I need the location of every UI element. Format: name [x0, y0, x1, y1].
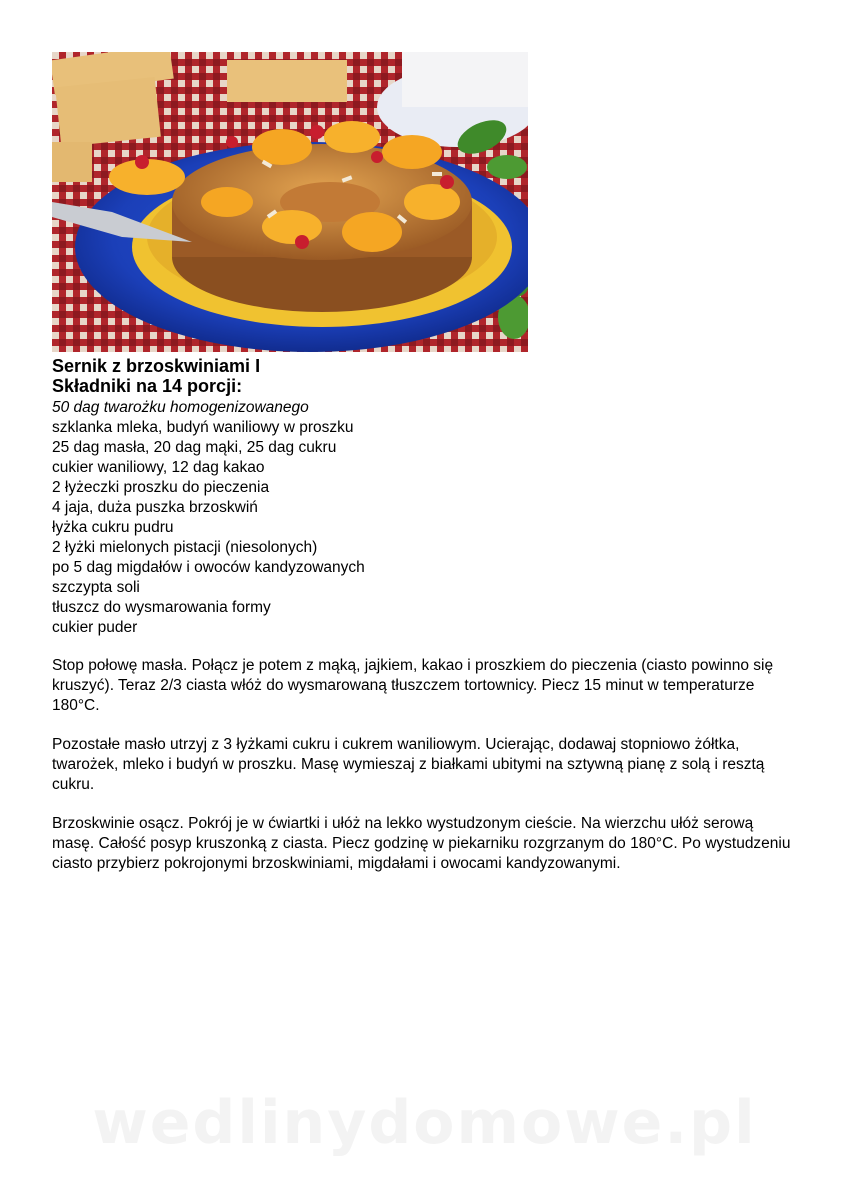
step-paragraph: Stop połowę masła. Połącz je potem z mąką, jajkiem, kakao i proszkiem do pieczenia (ciasto powinno się kruszyć). Teraz 2/3 ciasta włóż do wysmarowaną tłuszczem tortownicy. Piecz 15 minut w temperaturze 180°C. [52, 657, 774, 714]
ingredients-heading: Składniki na 14 porcji: [52, 376, 243, 396]
cake-photo [52, 52, 528, 352]
ingredients-list [52, 398, 792, 638]
ingredient-item: szklanka mleka, budyń waniliowy w proszku [52, 419, 354, 436]
ingredient-item: cukier waniliowy, 12 dag kakao [52, 459, 265, 476]
recipe-title: Sernik z brzoskwiniami I [52, 356, 261, 376]
step-paragraph: Brzoskwinie osącz. Pokrój je w ćwiartki i ułóż na lekko wystudzonym cieście. Na wierzchu ułóż serową masę. Całość posyp kruszonką z ciasta. Piecz godzinę w piekarniku rozgrzanym do 180°C. Po wystudzeniu ciasto przybierz pokrojonymi brzoskwiniami, migdałami i owocami kandyzowanymi. [52, 815, 791, 872]
ingredient-item: 2 łyżki mielonych pistacji (niesolonych) [52, 539, 318, 556]
ingredient-item: 2 łyżeczki proszku do pieczenia [52, 479, 270, 496]
ingredient-item: 50 dag twarożku homogenizowanego [52, 399, 309, 416]
ingredient-item: łyżka cukru pudru [52, 519, 174, 536]
ingredient-item: cukier puder [52, 619, 138, 636]
ingredient-item: po 5 dag migdałów i owoców kandyzowanych [52, 559, 365, 576]
ingredient-item: 4 jaja, duża puszka brzoskwiń [52, 499, 258, 516]
ingredient-item: 25 dag masła, 20 dag mąki, 25 dag cukru [52, 439, 337, 456]
ingredient-item: szczypta soli [52, 579, 140, 596]
recipe-text [52, 356, 792, 893]
watermark: wedlinydomowe.pl [92, 1088, 757, 1158]
preparation-steps [52, 656, 792, 874]
ingredient-item: tłuszcz do wysmarowania formy [52, 599, 271, 616]
step-paragraph: Pozostałe masło utrzyj z 3 łyżkami cukru i cukrem waniliowym. Ucierając, dodawaj stopniowo żółtka, twarożek, mleko i budyń w proszku. Masę wymieszaj z białkami ubitymi na sztywną pianę z solą i resztą cukru. [52, 736, 765, 793]
